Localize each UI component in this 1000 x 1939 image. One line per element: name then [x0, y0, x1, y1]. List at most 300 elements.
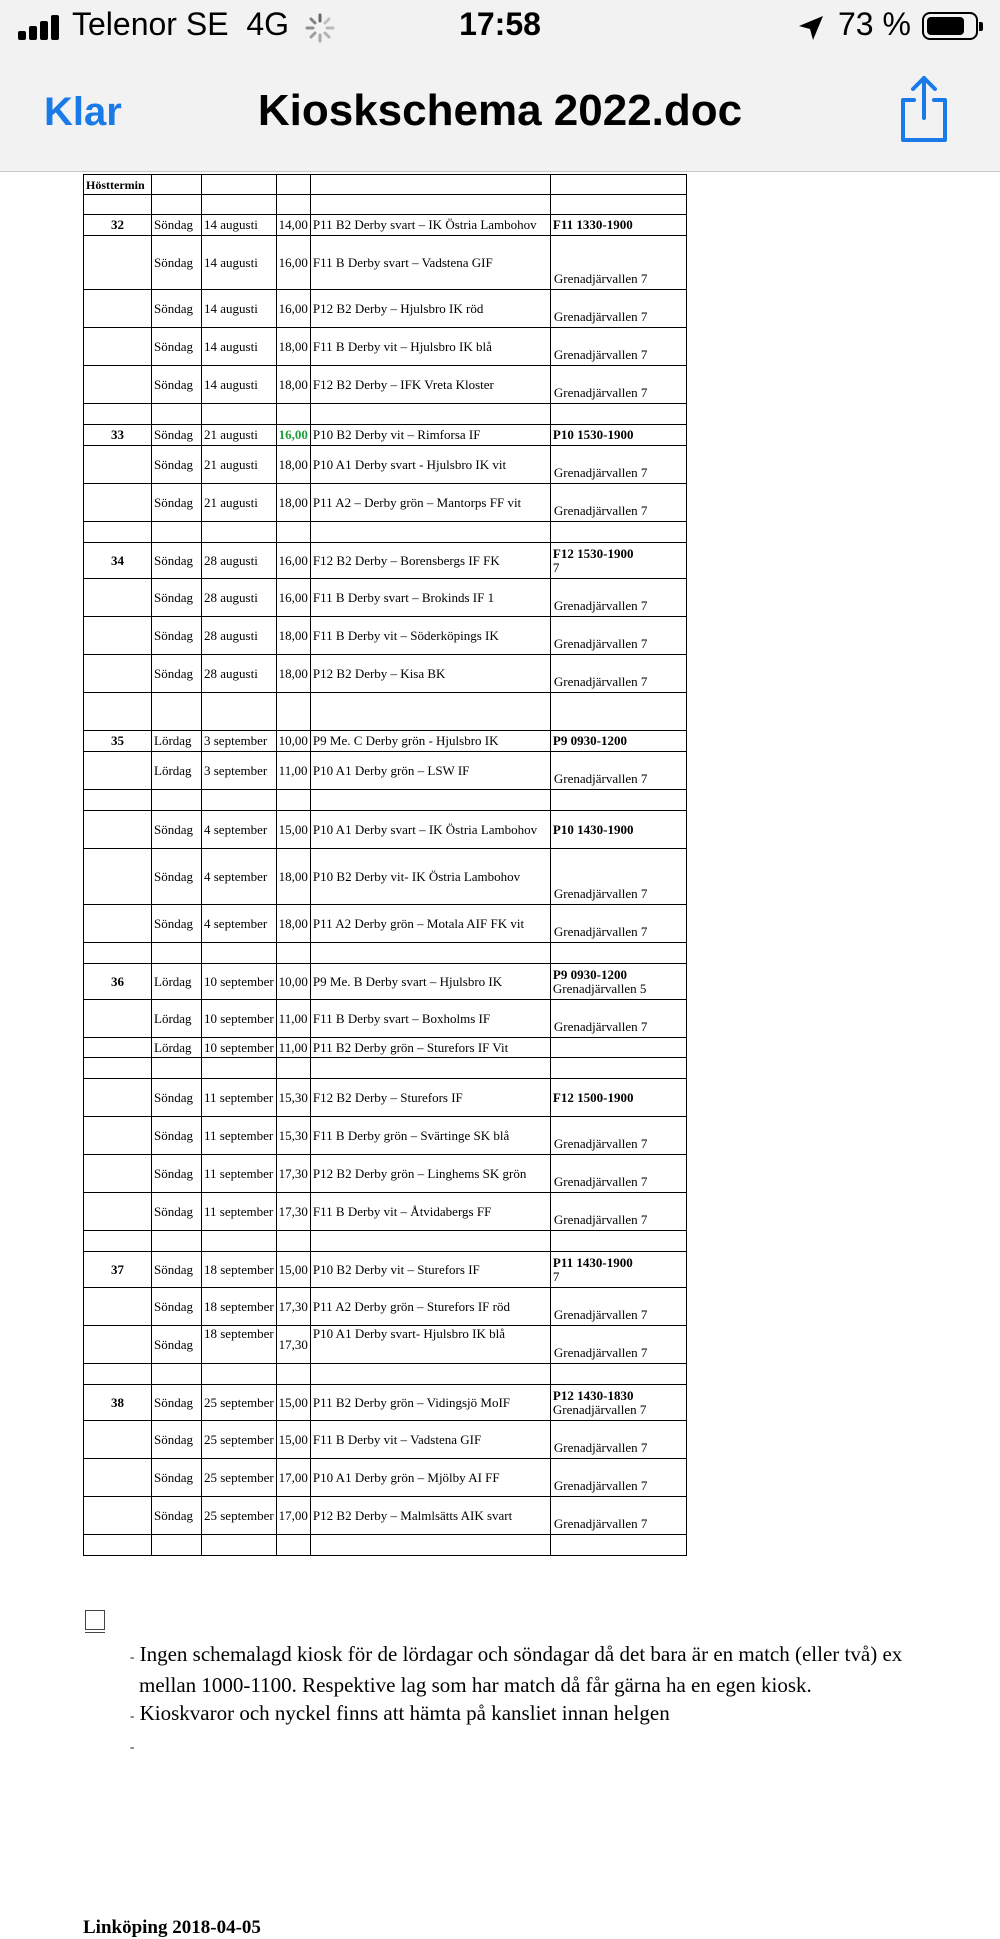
kiosk-cell: [550, 328, 686, 366]
match-cell: F11 B Derby svart – Vadstena GIF: [310, 236, 550, 290]
date-cell: 25 september: [202, 1421, 277, 1459]
match-cell: P11 B2 Derby grön – Sturefors IF Vit: [310, 1038, 550, 1058]
match-cell: P10 A1 Derby svart – IK Östria Lambohov: [310, 811, 550, 849]
time-cell: 18,00: [276, 366, 310, 404]
match-row: [84, 328, 687, 366]
day-cell: Söndag: [152, 236, 202, 290]
empty-cell: [550, 943, 686, 964]
match-row: [84, 484, 687, 522]
match-cell: P10 A1 Derby grön – LSW IF: [310, 752, 550, 790]
match-row: [84, 1326, 687, 1364]
spacer-row: [84, 1231, 687, 1252]
date-cell: 25 september: [202, 1385, 277, 1421]
spacer-row: [84, 1364, 687, 1385]
time-cell: 17,00: [276, 1497, 310, 1535]
kiosk-shift: F12 1530-1900: [552, 545, 634, 561]
empty-cell: [310, 195, 550, 215]
empty-cell: [84, 943, 152, 964]
venue-label: Grenadjärvallen 7: [553, 1212, 648, 1227]
week-cell: [84, 236, 152, 290]
date-cell: 14 augusti: [202, 328, 277, 366]
week-cell: 37: [84, 1252, 152, 1288]
day-cell: Lördag: [152, 1038, 202, 1058]
time-cell: 10,00: [276, 731, 310, 752]
kiosk-cell: [550, 1385, 686, 1421]
empty-cell: [550, 693, 686, 731]
section-header-row: [84, 175, 687, 195]
empty-cell: [276, 1535, 310, 1556]
kiosk-cell: [550, 1288, 686, 1326]
match-cell: F11 B Derby vit – Vadstena GIF: [310, 1421, 550, 1459]
venue-label: Grenadjärvallen 7: [553, 598, 648, 613]
match-row: [84, 366, 687, 404]
day-cell: Söndag: [152, 849, 202, 905]
time-cell: 17,00: [276, 1459, 310, 1497]
match-row: [84, 849, 687, 905]
checkbox-icon: [85, 1610, 105, 1630]
date-cell: 14 augusti: [202, 215, 277, 236]
week-cell: [84, 366, 152, 404]
empty-cell: [152, 404, 202, 425]
day-cell: Söndag: [152, 1385, 202, 1421]
kiosk-shift: P9 0930-1200: [552, 733, 627, 748]
day-cell: Söndag: [152, 1117, 202, 1155]
day-cell: Söndag: [152, 215, 202, 236]
match-cell: P12 B2 Derby grön – Linghems SK grön: [310, 1155, 550, 1193]
empty-cell: [152, 195, 202, 215]
date-cell: 21 augusti: [202, 446, 277, 484]
date-cell: 28 augusti: [202, 543, 277, 579]
date-cell: 11 september: [202, 1155, 277, 1193]
match-cell: P11 A2 Derby grön – Motala AIF FK vit: [310, 905, 550, 943]
location-arrow-icon: [797, 14, 825, 42]
day-cell: Söndag: [152, 811, 202, 849]
kiosk-cell: [550, 752, 686, 790]
match-row: [84, 905, 687, 943]
week-cell: [84, 1117, 152, 1155]
kiosk-cell: [550, 579, 686, 617]
empty-cell: [276, 943, 310, 964]
kiosk-cell: [550, 1421, 686, 1459]
day-cell: Söndag: [152, 484, 202, 522]
match-cell: P10 A1 Derby svart- Hjulsbro IK blå: [310, 1326, 550, 1364]
battery-percent: 73 %: [838, 6, 911, 42]
done-button[interactable]: Klar: [44, 90, 122, 134]
week-cell: [84, 1000, 152, 1038]
day-cell: Söndag: [152, 579, 202, 617]
empty-cell: [202, 790, 277, 811]
match-cell: F11 B Derby svart – Brokinds IF 1: [310, 579, 550, 617]
week-cell: [84, 484, 152, 522]
day-cell: Lördag: [152, 752, 202, 790]
day-cell: Söndag: [152, 366, 202, 404]
day-cell: Lördag: [152, 964, 202, 1000]
checkbox-underline: [85, 1632, 105, 1633]
empty-cell: [276, 1058, 310, 1079]
kiosk-cell: [550, 1326, 686, 1364]
time-cell: 15,30: [276, 1117, 310, 1155]
empty-cell: [202, 522, 277, 543]
match-cell: P10 A1 Derby grön – Mjölby AI FF: [310, 1459, 550, 1497]
empty-cell: [310, 1058, 550, 1079]
empty-cell: [84, 195, 152, 215]
empty-cell: [276, 1231, 310, 1252]
date-cell: 25 september: [202, 1459, 277, 1497]
spacer-row: [84, 195, 687, 215]
time-cell: 16,00: [276, 425, 310, 446]
empty-cell: [310, 693, 550, 731]
venue-label: Grenadjärvallen 7: [553, 886, 648, 901]
kiosk-cell: [550, 655, 686, 693]
time-cell: 18,00: [276, 328, 310, 366]
time-cell: 11,00: [276, 752, 310, 790]
empty-cell: [550, 790, 686, 811]
match-row: [84, 1000, 687, 1038]
day-cell: Söndag: [152, 1421, 202, 1459]
date-cell: 11 september: [202, 1117, 277, 1155]
time-cell: 15,00: [276, 811, 310, 849]
spacer-row: [84, 404, 687, 425]
empty-cell: [84, 1364, 152, 1385]
spacer-row: [84, 1058, 687, 1079]
week-cell: 36: [84, 964, 152, 1000]
kiosk-shift: P10 1530-1900: [552, 427, 634, 442]
footer-place-date: Linköping 2018-04-05: [83, 1917, 261, 1938]
time-cell: 18,00: [276, 905, 310, 943]
day-cell: Söndag: [152, 1459, 202, 1497]
kiosk-cell: [550, 811, 686, 849]
week-cell: [84, 446, 152, 484]
date-cell: 21 augusti: [202, 425, 277, 446]
empty-cell: [310, 1231, 550, 1252]
venue-label: Grenadjärvallen 7: [553, 347, 648, 362]
kiosk-cell: [550, 215, 686, 236]
week-cell: [84, 811, 152, 849]
week-cell: [84, 290, 152, 328]
venue-label: Grenadjärvallen 7: [553, 1345, 648, 1360]
kiosk-shift: F12 1500-1900: [552, 1089, 634, 1105]
kiosk-cell: [550, 366, 686, 404]
match-row: [84, 655, 687, 693]
kiosk-cell: [550, 1079, 686, 1117]
week-cell: [84, 1421, 152, 1459]
note-item-empty: -: [130, 1739, 135, 1754]
day-cell: Lördag: [152, 1000, 202, 1038]
venue-label: Grenadjärvallen 7: [553, 1174, 648, 1189]
kiosk-shift: P12 1430-1830: [552, 1387, 634, 1403]
date-cell: 28 augusti: [202, 579, 277, 617]
kiosk-cell: [550, 964, 686, 1000]
match-row: [84, 1385, 687, 1421]
match-cell: F12 B2 Derby – IFK Vreta Kloster: [310, 366, 550, 404]
date-cell: 25 september: [202, 1497, 277, 1535]
empty-cell: [550, 404, 686, 425]
kiosk-cell: [550, 1038, 686, 1058]
week-cell: [84, 905, 152, 943]
time-cell: 17,30: [276, 1288, 310, 1326]
date-cell: 4 september: [202, 905, 277, 943]
empty-cell: [550, 1231, 686, 1252]
empty-cell: [152, 790, 202, 811]
empty-cell: [550, 522, 686, 543]
kiosk-cell: [550, 1193, 686, 1231]
empty-cell: [310, 1535, 550, 1556]
match-row: [84, 425, 687, 446]
time-cell: 17,30: [276, 1326, 310, 1364]
week-cell: [84, 1497, 152, 1535]
match-cell: F12 B2 Derby – Borensbergs IF FK: [310, 543, 550, 579]
kiosk-cell: [550, 1155, 686, 1193]
venue-label: Grenadjärvallen 7: [553, 1478, 648, 1493]
date-cell: 11 september: [202, 1193, 277, 1231]
time-cell: 15,00: [276, 1252, 310, 1288]
kiosk-cell: [550, 290, 686, 328]
match-row: [84, 236, 687, 290]
empty-cell: [310, 522, 550, 543]
empty-cell: [202, 1058, 277, 1079]
note-item: - Kioskvaror och nyckel finns att hämta på kansliet innan helgen: [130, 1701, 670, 1725]
kiosk-cell: [550, 1117, 686, 1155]
time-cell: 18,00: [276, 849, 310, 905]
venue-label: Grenadjärvallen 7: [553, 503, 648, 518]
empty-cell: [276, 522, 310, 543]
time-cell: 15,30: [276, 1079, 310, 1117]
kiosk-cell: [550, 617, 686, 655]
match-row: [84, 446, 687, 484]
date-cell: 28 augusti: [202, 617, 277, 655]
document-view[interactable]: [0, 172, 1000, 1938]
venue-label: Grenadjärvallen 7: [553, 771, 648, 786]
venue-label: 7: [552, 1268, 560, 1284]
empty-cell: [202, 943, 277, 964]
week-cell: [84, 1326, 152, 1364]
match-cell: P11 A2 Derby grön – Sturefors IF röd: [310, 1288, 550, 1326]
empty-cell: [152, 693, 202, 731]
week-cell: [84, 655, 152, 693]
date-cell: 11 september: [202, 1079, 277, 1117]
match-cell: F11 B Derby grön – Svärtinge SK blå: [310, 1117, 550, 1155]
match-row: [84, 964, 687, 1000]
kiosk-cell: [550, 543, 686, 579]
date-cell: 3 september: [202, 731, 277, 752]
time-cell: 18,00: [276, 655, 310, 693]
match-cell: P11 A2 – Derby grön – Mantorps FF vit: [310, 484, 550, 522]
venue-label: 7: [552, 559, 560, 575]
empty-cell: [550, 1058, 686, 1079]
week-cell: [84, 617, 152, 655]
empty-cell: [310, 790, 550, 811]
venue-label: Grenadjärvallen 7: [553, 674, 648, 689]
empty-cell: [84, 522, 152, 543]
week-cell: [84, 752, 152, 790]
schedule-table: [83, 174, 687, 1556]
time-cell: 15,00: [276, 1421, 310, 1459]
week-cell: [84, 1038, 152, 1058]
spacer-row: [84, 790, 687, 811]
note-item: - Ingen schemalagd kiosk för de lördagar och söndagar då det bara är en match (eller två) ex: [130, 1642, 903, 1666]
day-cell: Söndag: [152, 1252, 202, 1288]
empty-cell: [84, 1535, 152, 1556]
time-cell: 18,00: [276, 446, 310, 484]
match-cell: F11 B Derby svart – Boxholms IF: [310, 1000, 550, 1038]
day-cell: Söndag: [152, 446, 202, 484]
time-cell: 10,00: [276, 964, 310, 1000]
empty-cell: [310, 943, 550, 964]
match-row: [84, 1497, 687, 1535]
week-cell: 32: [84, 215, 152, 236]
carrier-label: Telenor SE 4G: [72, 6, 289, 42]
match-row: [84, 1079, 687, 1117]
empty-cell: [202, 1535, 277, 1556]
match-row: [84, 1117, 687, 1155]
match-cell: P9 Me. C Derby grön - Hjulsbro IK: [310, 731, 550, 752]
week-cell: [84, 1459, 152, 1497]
match-row: [84, 579, 687, 617]
day-cell: Söndag: [152, 1079, 202, 1117]
empty-cell: [276, 1364, 310, 1385]
day-cell: Söndag: [152, 1326, 202, 1364]
empty-cell: [550, 1535, 686, 1556]
match-cell: P12 B2 Derby – Malmlsätts AIK svart: [310, 1497, 550, 1535]
match-row: [84, 811, 687, 849]
week-cell: [84, 1193, 152, 1231]
match-cell: P12 B2 Derby – Kisa BK: [310, 655, 550, 693]
clock: 17:58: [459, 6, 541, 42]
week-cell: 38: [84, 1385, 152, 1421]
match-row: [84, 290, 687, 328]
kiosk-cell: [550, 425, 686, 446]
empty-cell: [550, 1364, 686, 1385]
date-cell: 4 september: [202, 811, 277, 849]
day-cell: Söndag: [152, 1497, 202, 1535]
spacer-row: [84, 522, 687, 543]
day-cell: Söndag: [152, 1288, 202, 1326]
venue-label: Grenadjärvallen 7: [553, 271, 648, 286]
match-row: [84, 731, 687, 752]
week-cell: 35: [84, 731, 152, 752]
week-cell: [84, 579, 152, 617]
match-row: [84, 1421, 687, 1459]
date-cell: 14 augusti: [202, 290, 277, 328]
network-label: 4G: [246, 6, 289, 42]
kiosk-cell: [550, 1459, 686, 1497]
venue-label: Grenadjärvallen 7: [553, 385, 648, 400]
venue-label: Grenadjärvallen 7: [553, 636, 648, 651]
day-cell: Söndag: [152, 328, 202, 366]
kiosk-cell: [550, 905, 686, 943]
kiosk-cell: [550, 1000, 686, 1038]
match-cell: F11 B Derby vit – Söderköpings IK: [310, 617, 550, 655]
venue-label: Grenadjärvallen 7: [553, 465, 648, 480]
empty-cell: [152, 522, 202, 543]
match-cell: P11 B2 Derby grön – Vidingsjö MoIF: [310, 1385, 550, 1421]
day-cell: Söndag: [152, 1155, 202, 1193]
empty-cell: [84, 1058, 152, 1079]
match-row: [84, 617, 687, 655]
venue-label: Grenadjärvallen 5: [552, 980, 647, 996]
day-cell: Söndag: [152, 655, 202, 693]
week-cell: [84, 849, 152, 905]
time-cell: 16,00: [276, 290, 310, 328]
time-cell: 16,00: [276, 579, 310, 617]
match-row: [84, 1193, 687, 1231]
venue-label: Grenadjärvallen 7: [553, 1019, 648, 1034]
kiosk-cell: [550, 1497, 686, 1535]
time-cell: 11,00: [276, 1038, 310, 1058]
kiosk-cell: [550, 849, 686, 905]
date-cell: 18 september: [202, 1288, 277, 1326]
venue-label: Grenadjärvallen 7: [553, 1440, 648, 1455]
week-cell: [84, 1288, 152, 1326]
empty-cell: [202, 1364, 277, 1385]
time-cell: 18,00: [276, 617, 310, 655]
kiosk-shift: P11 1430-1900: [552, 1254, 633, 1270]
date-cell: 18 september: [202, 1252, 277, 1288]
spacer-row: [84, 693, 687, 731]
match-cell: F12 B2 Derby – Sturefors IF: [310, 1079, 550, 1117]
empty-cell: [550, 195, 686, 215]
time-cell: 16,00: [276, 543, 310, 579]
venue-label: Grenadjärvallen 7: [553, 1516, 648, 1531]
week-cell: [84, 328, 152, 366]
date-cell: 28 augusti: [202, 655, 277, 693]
empty-cell: [202, 693, 277, 731]
kiosk-shift: P9 0930-1200: [552, 966, 627, 982]
empty-cell: [276, 404, 310, 425]
week-cell: 34: [84, 543, 152, 579]
empty-cell: [84, 693, 152, 731]
time-cell: 16,00: [276, 236, 310, 290]
match-cell: P9 Me. B Derby svart – Hjulsbro IK: [310, 964, 550, 1000]
navigation-bar: [0, 56, 1000, 172]
notes-list: [130, 1640, 902, 1761]
document-title: Kioskschema 2022.doc: [257, 86, 743, 135]
empty-cell: [152, 1535, 202, 1556]
date-cell: 18 september: [202, 1326, 277, 1364]
empty-cell: [310, 1364, 550, 1385]
empty-cell: [276, 790, 310, 811]
time-cell: 15,00: [276, 1385, 310, 1421]
match-cell: P10 B2 Derby vit – Sturefors IF: [310, 1252, 550, 1288]
date-cell: 4 september: [202, 849, 277, 905]
time-cell: 17,30: [276, 1155, 310, 1193]
match-cell: F11 B Derby vit – Hjulsbro IK blå: [310, 328, 550, 366]
match-row: [84, 1155, 687, 1193]
empty-cell: [276, 195, 310, 215]
match-cell: P11 B2 Derby svart – IK Östria Lambohov: [310, 215, 550, 236]
day-cell: Söndag: [152, 425, 202, 446]
spacer-row: [84, 943, 687, 964]
day-cell: Söndag: [152, 543, 202, 579]
match-row: [84, 1288, 687, 1326]
empty-cell: [84, 404, 152, 425]
empty-cell: [152, 1231, 202, 1252]
kiosk-cell: [550, 1252, 686, 1288]
empty-cell: [84, 790, 152, 811]
empty-cell: [202, 195, 277, 215]
empty-cell: [152, 1364, 202, 1385]
day-cell: Söndag: [152, 1193, 202, 1231]
date-cell: 10 september: [202, 1000, 277, 1038]
venue-label: Grenadjärvallen 7: [553, 1307, 648, 1322]
match-cell: P10 B2 Derby vit- IK Östria Lambohov: [310, 849, 550, 905]
battery-icon: [922, 12, 978, 40]
empty-cell: [276, 693, 310, 731]
share-icon[interactable]: [897, 74, 951, 144]
day-cell: Söndag: [152, 617, 202, 655]
kiosk-shift: P10 1430-1900: [552, 821, 634, 837]
empty-cell: [84, 1231, 152, 1252]
